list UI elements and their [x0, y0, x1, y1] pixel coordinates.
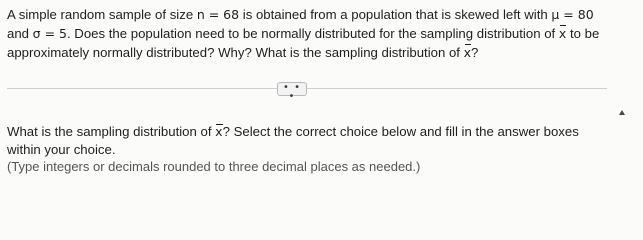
question-text-segment: and: [7, 26, 33, 41]
question-text-segment: A simple random sample of size: [7, 7, 197, 22]
more-options-button[interactable]: • • •: [277, 82, 307, 96]
question-text-segment: approximately normally distributed? Why? What is the sampling distribution of: [7, 45, 464, 60]
section-divider: [7, 88, 607, 89]
population-mean-expression: μ = 80: [551, 7, 594, 22]
prompt-line-2: within your choice.: [7, 142, 116, 157]
answer-prompt: [7, 123, 617, 159]
x-bar-symbol: x: [558, 26, 567, 41]
question-text-segment: ?: [471, 45, 479, 60]
sample-size-expression: n = 68: [196, 7, 240, 22]
scroll-up-icon[interactable]: [619, 110, 625, 115]
question-line-3: [7, 43, 627, 62]
question-text-segment: to be: [566, 26, 600, 41]
prompt-text-segment: What is the sampling distribution of: [7, 124, 216, 139]
question-text-segment: . Does the population need to be normally distributed for the sampling distribution of: [66, 26, 559, 41]
prompt-line-1: [7, 123, 617, 141]
question-text-segment: is obtained from a population that is skewed left with: [239, 7, 552, 22]
question-line-2: [7, 24, 627, 43]
prompt-text-segment: ? Select the correct choice below and fill in the answer boxes: [222, 124, 579, 139]
x-bar-symbol: x: [463, 45, 472, 60]
answer-format-hint: (Type integers or decimals rounded to three decimal places as needed.): [7, 159, 421, 174]
x-bar-symbol: x: [215, 124, 223, 139]
question-text: [7, 5, 627, 62]
question-line-1: [7, 5, 627, 24]
population-sd-expression: σ = 5: [32, 26, 67, 41]
